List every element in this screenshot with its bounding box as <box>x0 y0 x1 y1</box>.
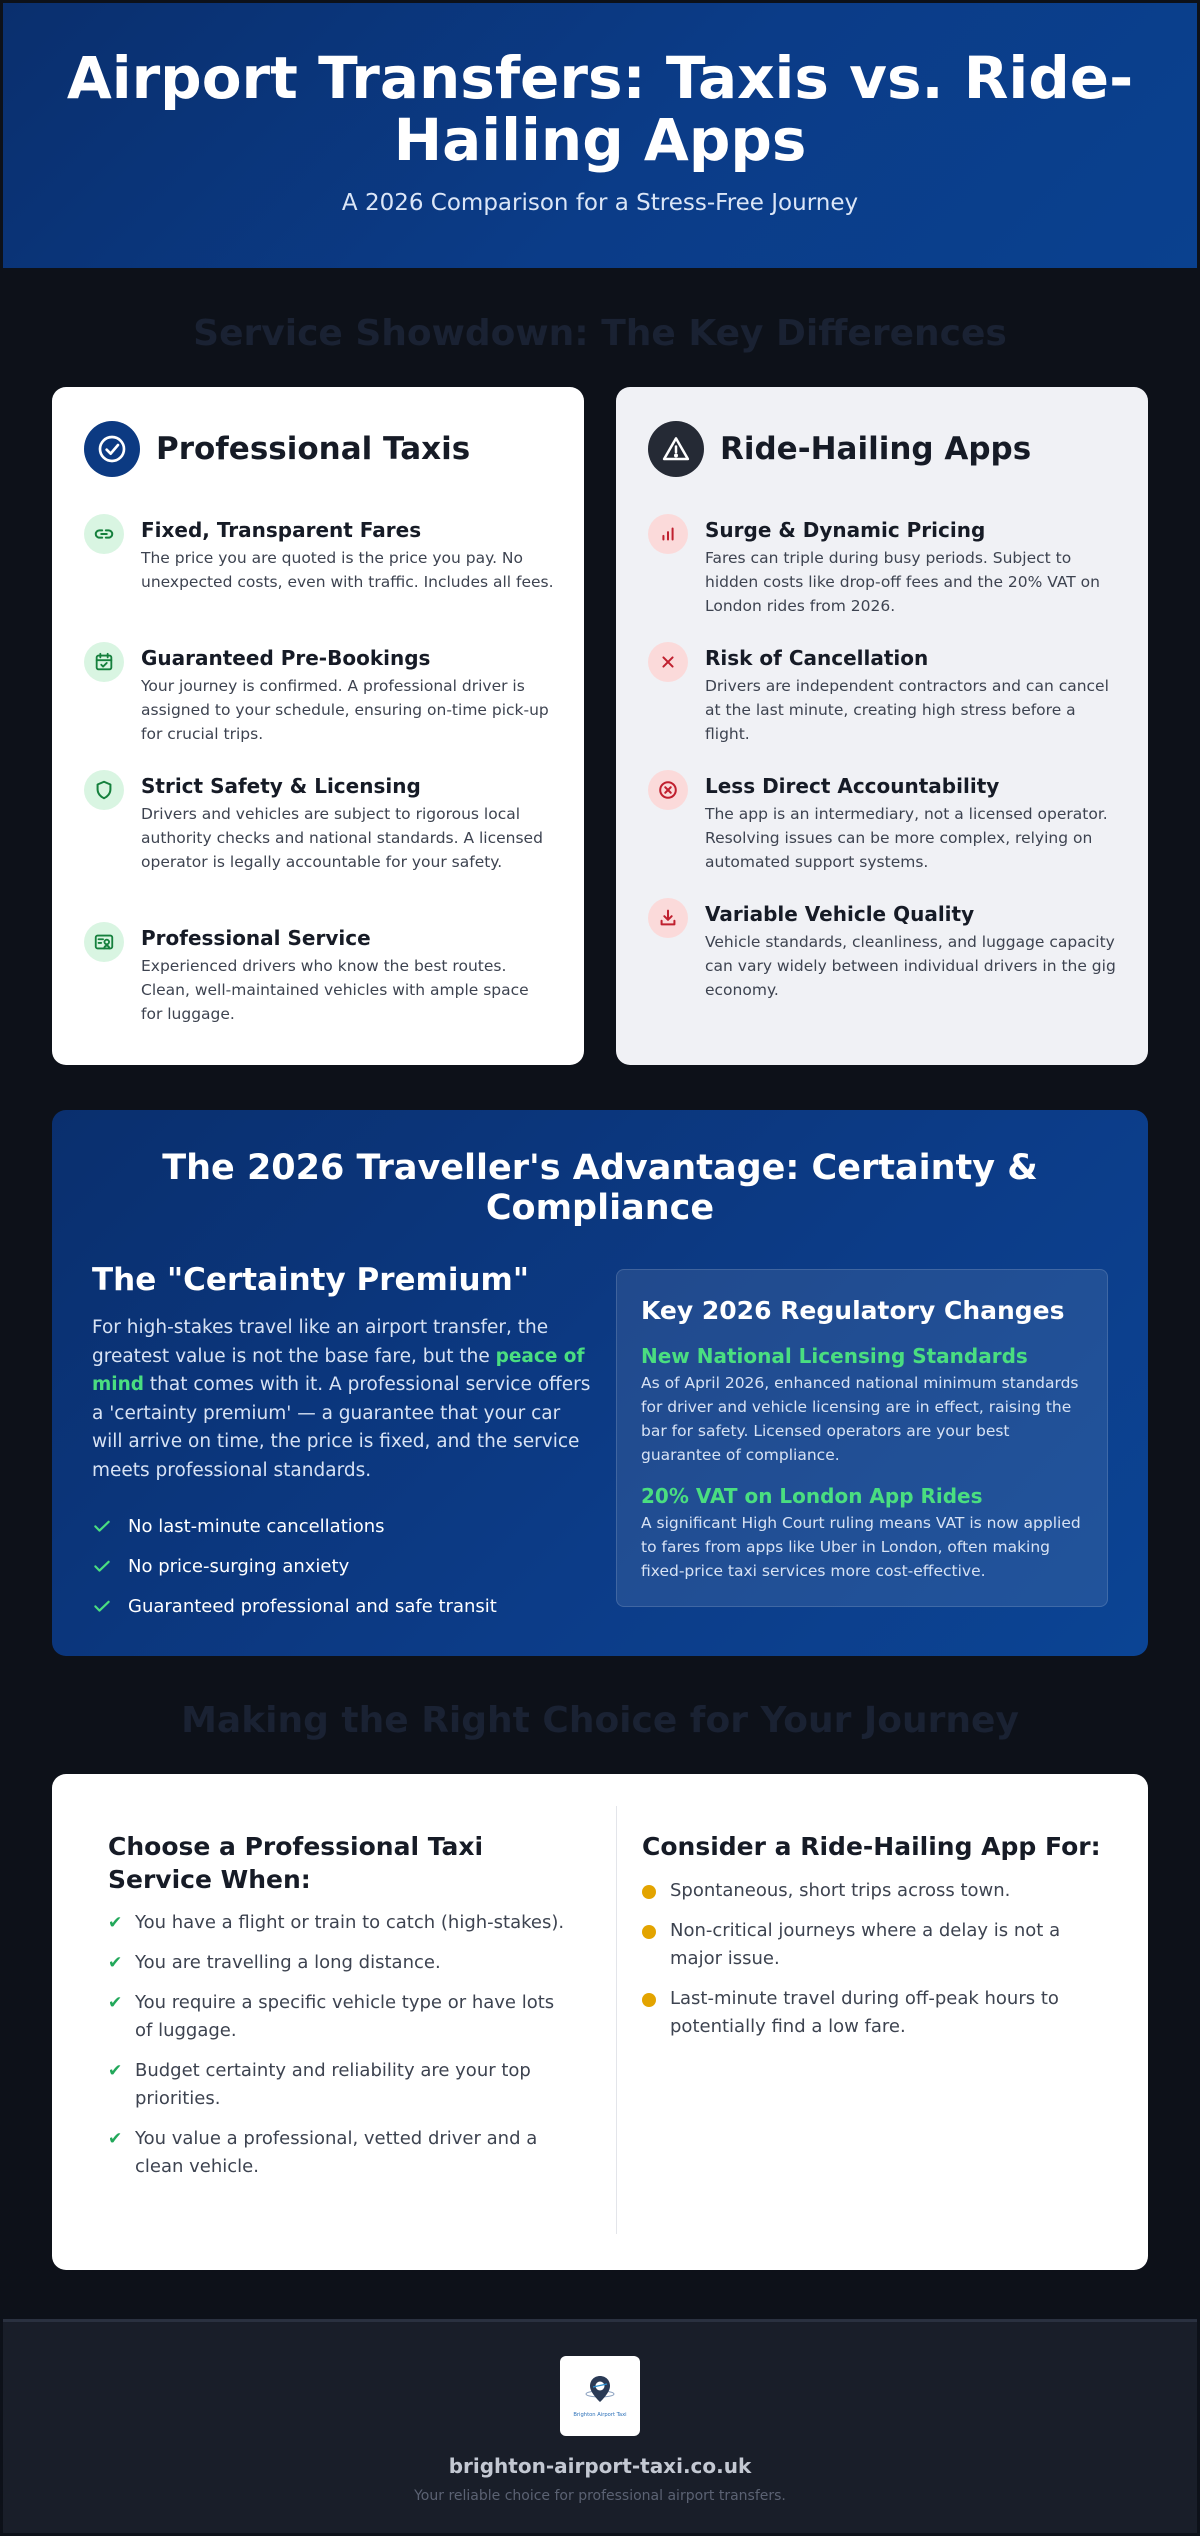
choice-title: Making the Right Choice for Your Journey <box>181 1700 1019 1741</box>
logo[interactable] <box>560 2356 640 2436</box>
list-item-text: You have a flight or train to catch (high-stakes). <box>135 1912 565 1933</box>
x-circle-icon <box>648 770 688 810</box>
feature-title: Less Direct Accountability <box>705 774 1000 798</box>
list-item <box>92 1546 497 1586</box>
app-feature <box>648 518 1118 618</box>
list-item-text: You value a professional, vetted driver and a clean vehicle. <box>135 2128 538 2177</box>
download-icon <box>648 898 688 938</box>
taxi-choice-title: Choose a Professional Taxi Service When: <box>108 1832 484 1894</box>
list-item-text: You are travelling a long distance. <box>135 1952 441 1973</box>
taxi-feature <box>84 774 554 874</box>
certainty-premium-title: The "Certainty Premium" <box>92 1262 529 1298</box>
bullet-dot-icon <box>642 1985 670 2007</box>
list-item <box>108 2125 568 2181</box>
showdown-title: Service Showdown: The Key Differences <box>193 313 1007 354</box>
list-item <box>108 2057 568 2113</box>
feature-description: Drivers and vehicles are subject to rigorous local authority checks and national standards. A licensed operator is legally accountable for your safety. <box>141 805 543 871</box>
feature-title: Risk of Cancellation <box>705 646 929 670</box>
footer-tagline: Your reliable choice for professional airport transfers. <box>414 2488 786 2504</box>
app-card-header <box>648 421 1031 477</box>
checkmark-icon: ✔ <box>108 1993 123 2013</box>
taxi-card-title: Professional Taxis <box>156 431 471 467</box>
certainty-text-end: that comes with it. A professional service offers a 'certainty premium' — a guarantee that your car will arrive on time, the price is fixed, and the service meets professional standards. <box>92 1374 591 1481</box>
footer <box>3 2319 1197 2533</box>
regulatory-item-title: New National Licensing Standards <box>641 1344 1028 1368</box>
app-choice-title: Consider a Ride-Hailing App For: <box>642 1832 1101 1861</box>
hero-banner <box>3 3 1197 268</box>
app-feature <box>648 902 1118 1002</box>
taxi-feature <box>84 646 554 746</box>
id-card-icon <box>84 922 124 962</box>
taxi-card <box>52 387 584 1065</box>
certainty-text-start: For high-stakes travel like an airport transfer, the greatest value is not the base fare, but the <box>92 1317 549 1367</box>
regulatory-box <box>616 1269 1108 1607</box>
list-item-text: Non-critical journeys where a delay is not a major issue. <box>670 1920 1061 1969</box>
feature-description: Experienced drivers who know the best routes. Clean, well-maintained vehicles with ample space for luggage. <box>141 957 529 1023</box>
check-icon <box>92 1596 114 1616</box>
list-item <box>108 1989 568 2045</box>
link-icon <box>84 514 124 554</box>
list-item <box>642 1985 1082 2041</box>
feature-description: The price you are quoted is the price you pay. No unexpected costs, even with traffic. Includes all fees. <box>141 549 554 591</box>
footer-site-link[interactable]: brighton-airport-taxi.co.uk <box>448 2454 752 2478</box>
feature-title: Professional Service <box>141 926 371 950</box>
app-card <box>616 387 1148 1065</box>
shield-icon <box>84 770 124 810</box>
list-item <box>108 1949 568 1977</box>
bullet-text: No price-surging anxiety <box>128 1555 350 1577</box>
checkmark-icon: ✔ <box>108 2061 123 2081</box>
regulatory-title: Key 2026 Regulatory Changes <box>641 1296 1065 1325</box>
bullet-dot-icon <box>642 1917 670 1939</box>
feature-title: Guaranteed Pre-Bookings <box>141 646 431 670</box>
app-feature <box>648 646 1118 746</box>
calendar-check-icon <box>84 642 124 682</box>
bullet-text: Guaranteed professional and safe transit <box>128 1595 497 1617</box>
list-item <box>92 1586 497 1626</box>
app-feature <box>648 774 1118 874</box>
bar-chart-icon <box>648 514 688 554</box>
bullet-text: No last-minute cancellations <box>128 1515 385 1537</box>
x-icon <box>648 642 688 682</box>
check-circle-icon <box>84 421 140 477</box>
page-title: Airport Transfers: Taxis vs. Ride-Hailing Apps <box>66 44 1134 174</box>
feature-description: The app is an intermediary, not a licensed operator. Resolving issues can be more complex, relying on automated support systems. <box>705 805 1108 871</box>
advantage-section <box>52 1110 1148 1656</box>
taxi-feature <box>84 518 554 594</box>
list-item-text: Budget certainty and reliability are your top priorities. <box>135 2060 531 2109</box>
taxi-feature <box>84 926 554 1026</box>
page-subtitle: A 2026 Comparison for a Stress-Free Journey <box>341 190 859 216</box>
regulatory-item-title: 20% VAT on London App Rides <box>641 1484 983 1508</box>
taxi-choice-list <box>108 1909 568 2181</box>
list-item-text: You require a specific vehicle type or have lots of luggage. <box>135 1992 555 2041</box>
checkmark-icon: ✔ <box>108 1953 123 1973</box>
checkmark-icon: ✔ <box>108 2129 123 2149</box>
checkmark-icon: ✔ <box>108 1913 123 1933</box>
check-icon <box>92 1556 114 1576</box>
feature-title: Strict Safety & Licensing <box>141 774 421 798</box>
bullet-dot-icon <box>642 1877 670 1899</box>
feature-title: Variable Vehicle Quality <box>705 902 975 926</box>
page <box>3 3 1197 2533</box>
list-item-text: Spontaneous, short trips across town. <box>670 1880 1011 1901</box>
app-choice-list <box>642 1877 1082 2041</box>
feature-description: Drivers are independent contractors and can cancel at the last minute, creating high stress before a flight. <box>705 677 1109 743</box>
logo-text: Brighton Airport Taxi <box>573 2412 627 2418</box>
feature-description: Fares can triple during busy periods. Subject to hidden costs like drop-off fees and the 20% VAT on London rides from 2026. <box>705 549 1100 615</box>
list-item <box>642 1917 1082 1973</box>
feature-title: Surge & Dynamic Pricing <box>705 518 986 542</box>
certainty-premium-text <box>92 1314 592 1485</box>
choice-card <box>52 1774 1148 2270</box>
app-card-title: Ride-Hailing Apps <box>720 431 1032 467</box>
certainty-highlight: peace of mind <box>92 1345 585 1395</box>
list-item <box>642 1877 1082 1905</box>
feature-description: Vehicle standards, cleanliness, and luggage capacity can vary widely between individual drivers in the gig economy. <box>705 933 1116 999</box>
check-icon <box>92 1516 114 1536</box>
advantage-title: The 2026 Traveller's Advantage: Certainty & Compliance <box>162 1148 1038 1228</box>
list-item <box>92 1506 497 1546</box>
divider <box>616 1806 617 2234</box>
warning-triangle-icon <box>648 421 704 477</box>
feature-description: Your journey is confirmed. A professional driver is assigned to your schedule, ensuring on-time pick-up for crucial trips. <box>141 677 549 743</box>
logo-pin-icon <box>560 2356 640 2436</box>
regulatory-item-desc: A significant High Court ruling means VAT is now applied to fares from apps like Uber in London, often making fixed-price taxi services more cost-effective. <box>641 1514 1081 1580</box>
list-item <box>108 1909 568 1937</box>
list-item-text: Last-minute travel during off-peak hours to potentially find a low fare. <box>670 1988 1059 2037</box>
regulatory-item-desc: As of April 2026, enhanced national minimum standards for driver and vehicle licensing are in effect, raising the bar for safety. Licensed operators are your best guarantee of compliance. <box>641 1374 1079 1464</box>
certainty-bullets <box>92 1506 497 1626</box>
taxi-card-header <box>84 421 470 477</box>
feature-title: Fixed, Transparent Fares <box>141 518 422 542</box>
